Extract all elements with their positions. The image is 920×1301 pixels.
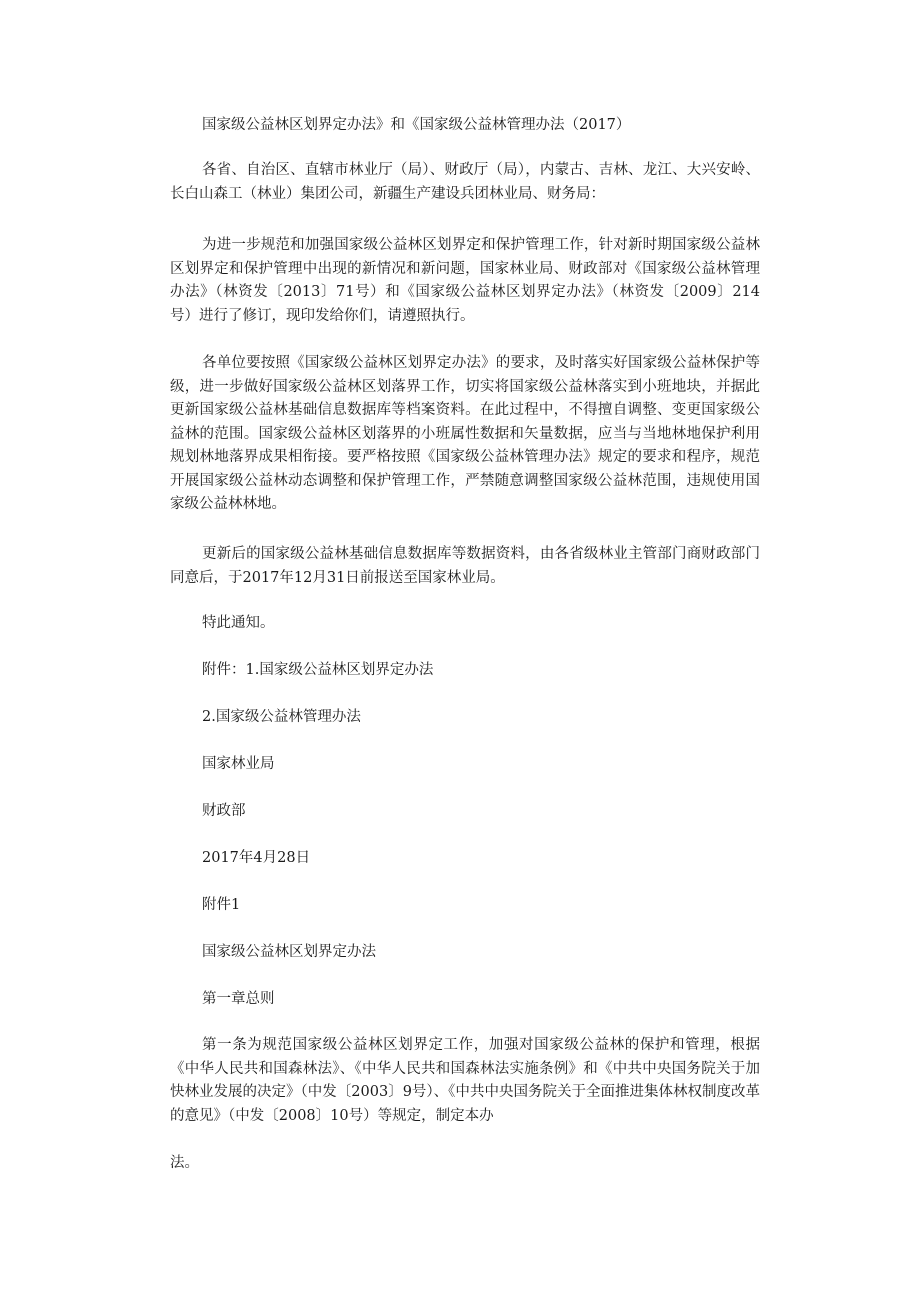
requirements-paragraph: 各单位要按照《国家级公益林区划界定办法》的要求，及时落实好国家级公益林保护等级，进一步做好国家级公益林区划落界工作，切实将国家级公益林落实到小班地块，并据此更新国家级公益林基础信息数据库等档案资料。在此过程中，不得擅自调整、变更国家级公益林的范围。国家级公益林区划落界的小班属性数据和矢量数据，应当与当地林地保护利用规划林地落界成果相衔接。要严格按照《国家级公益林管理办法》规定的要求和程序，规范开展国家级公益林动态调整和保护管理工作，严禁随意调整国家级公益林范围，违规使用国家级公益林林地。 — [170, 355, 760, 512]
attachment-line-2: 2.国家级公益林管理办法 — [202, 709, 361, 725]
attachment-line-1: 附件：1.国家级公益林区划界定办法 — [202, 662, 434, 678]
issuer-finance: 财政部 — [202, 803, 246, 819]
purpose-paragraph: 为进一步规范和加强国家级公益林区划界定和保护管理工作，针对新时期国家级公益林区划界定和保护管理中出现的新情况和新问题，国家林业局、财政部对《国家级公益林管理办法》（林资发〔2013〕71号）和《国家级公益林区划界定办法》（林资发〔2009〕214号）进行了修订，现印发给你们，请遵照执行。 — [170, 237, 760, 324]
article-paragraph-end: 法。 — [170, 1155, 199, 1171]
article-paragraph: 第一条为规范国家级公益林区划界定工作，加强对国家级公益林的保护和管理，根据《中华人民共和国森林法》、《中华人民共和国森林法实施条例》和《中共中央国务院关于加快林业发展的决定》（中发〔2003〕9号）、《中共中央国务院关于全面推进集体林权制度改革的意见》（中发〔2008〕10号）等规定，制定本办 — [170, 1037, 760, 1124]
notice-paragraph: 特此通知。 — [202, 615, 275, 631]
addressee-paragraph: 各省、自治区、直辖市林业厅（局）、财政厅（局），内蒙古、吉林、龙江、大兴安岭、长白山森工（林业）集团公司，新疆生产建设兵团林业局、财务局： — [170, 162, 760, 202]
annex-label: 附件1 — [202, 897, 241, 913]
issuer-forestry: 国家林业局 — [202, 756, 275, 772]
issue-date: 2017年4月28日 — [202, 850, 311, 866]
document-title-line: 国家级公益林区划界定办法》和《国家级公益林管理办法（2017） — [202, 117, 631, 133]
deadline-paragraph: 更新后的国家级公益林基础信息数据库等数据资料，由各省级林业主管部门商财政部门同意后，于2017年12月31日前报送至国家林业局。 — [170, 546, 760, 586]
chapter-heading: 第一章总则 — [202, 991, 275, 1007]
annex-title: 国家级公益林区划界定办法 — [202, 944, 376, 960]
